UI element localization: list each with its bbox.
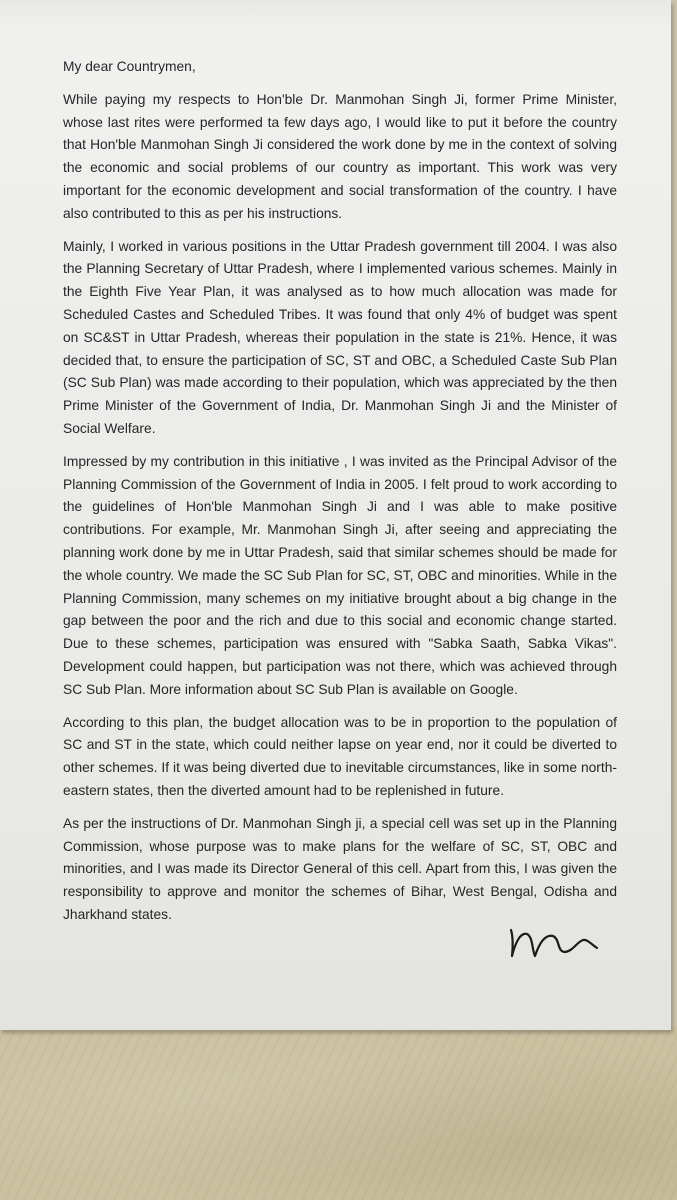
paragraph-5: As per the instructions of Dr. Manmohan Singh ji, a special cell was set up in the Planning Commission, whose purpose was to make plans for the welfare of SC, ST, OBC and minorities, and I was made its Director General of this cell. Apart from this, I was given the responsibility to approve and monitor the schemes of Bihar, West Bengal, Odisha and Jharkhand states. <box>63 815 617 922</box>
letter-body <box>63 56 617 937</box>
paragraph-4: According to this plan, the budget allocation was to be in proportion to the population of SC and ST in the state, which could neither lapse on year end, nor it could be diverted to other schemes. If it was being diverted due to inevitable circumstances, like in some north-eastern states, then the diverted amount had to be replenished in future. <box>63 714 617 798</box>
salutation: My dear Countrymen, <box>63 59 196 74</box>
paragraph-2: Mainly, I worked in various positions in the Uttar Pradesh government till 2004. I was also the Planning Secretary of Uttar Pradesh, where I implemented various schemes. Mainly in the Eighth Five Year Plan, it was analysed as to how much allocation was made for Scheduled Castes and Scheduled Tribes. It was found that only 4% of budget was spent on SC&ST in Uttar Pradesh, whereas their population in the state is 21%. Hence, it was decided that, to ensure the participation of SC, ST and OBC, a Scheduled Caste Sub Plan (SC Sub Plan) was made according to their population, which was appreciated by the then Prime Minister of the Government of India, Dr. Manmohan Singh Ji and the Minister of Social Welfare. <box>63 238 617 436</box>
signature <box>505 914 605 960</box>
paragraph-1: While paying my respects to Hon'ble Dr. Manmohan Singh Ji, former Prime Minister, whose last rites were performed ta few days ago, I would like to put it before the country that Hon'ble Manmohan Singh Ji considered the work done by me in the context of solving the economic and social problems of our country as important. This work was very important for the economic development and social transformation of the country. I have also contributed to this as per his instructions. <box>63 91 617 221</box>
paragraph-3: Impressed by my contribution in this initiative , I was invited as the Principal Advisor of the Planning Commission of the Government of India in 2005. I felt proud to work according to the guidelines of Hon'ble Manmohan Singh Ji and I was able to make positive contributions. For example, Mr. Manmohan Singh Ji, after seeing and appreciating the planning work done by me in Uttar Pradesh, said that similar schemes should be made for the whole country. We made the SC Sub Plan for SC, ST, OBC and minorities. While in the Planning Commission, many schemes on my initiative brought about a big change in the gap between the poor and the rich and due to this social and economic change started. Due to these schemes, participation was ensured with "Sabka Saath, Sabka Vikas". Development could happen, but participation was not there, which was achieved through SC Sub Plan. More information about SC Sub Plan is available on Google. <box>63 453 617 697</box>
paper-shading <box>0 0 671 30</box>
table-surface <box>0 1026 677 1200</box>
